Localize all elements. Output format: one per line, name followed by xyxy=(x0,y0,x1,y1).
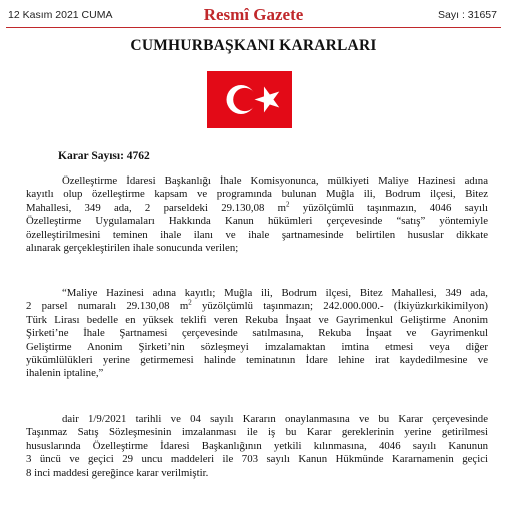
text-line: özelleştirilmesini teminen ihale ilanı ve ihale şartnamesinde belirtilen hususlar dikkate xyxy=(26,228,488,241)
text-line: hususlarında Özelleştirme İdaresi Başkanlığının yetkili kılınmasına, 4046 sayılı Kanunun xyxy=(26,439,488,452)
paragraph-conclusion xyxy=(26,413,488,480)
header-date: 12 Kasım 2021 CUMA xyxy=(8,9,113,21)
text-line: kayıtlı olup özelleştirme kapsam ve programında bulunan Muğla ili, Bodrum ilçesi, Bitez xyxy=(26,188,488,201)
text-line: yükümlülükleri yerine getirmemesi halinde teminatının İdare lehine irat kaydedilmesine ve xyxy=(26,354,488,367)
text-line: Türk Lirası bedelle en yüksek teklifi veren Rekuba İnşaat ve Gayrimenkul Geliştirme Anonim xyxy=(26,313,488,326)
paragraph-quote xyxy=(26,287,488,381)
text-line: “Maliye Hazinesi adına kayıtlı; Muğla ili, Bodrum ilçesi, Bitez Mahallesi, 349 ada, xyxy=(62,287,488,299)
text-line: 8 inci maddesi gereğince karar verilmiştir. xyxy=(26,466,209,479)
superscript: 2 xyxy=(188,298,192,307)
text-line: alınarak gerçekleştirilen ihale sonucunda verilen; xyxy=(26,242,239,255)
gazette-name: Resmî Gazete xyxy=(203,5,304,24)
issue-number: Sayı : 31657 xyxy=(438,9,497,21)
text-line: 2 parsel numaralı 29.130,08 $m^2$ yüzölçümlü taşınmazın; 242.000.000.- (İkiyüzkırkikimilyon) xyxy=(26,298,489,313)
decision-number: Karar Sayısı: 4762 xyxy=(58,150,150,162)
text-line: ihalenin iptaline,” xyxy=(26,367,104,380)
superscript: 2 xyxy=(286,200,290,209)
text-line: Şirketi’ne İhale Şartnamesi çerçevesinde satılmasına, Rekuba İnşaat ve Gayrimenkul xyxy=(26,327,488,340)
paragraph-intro xyxy=(26,175,488,255)
text-line: dair 1/9/2021 tarihli ve 04 sayılı Kararın onaylanmasına ve bu Karar çerçevesinde xyxy=(62,413,488,425)
text-line: Özelleştirme Uygulamaları Hakkında Kanun hükümleri çerçevesinde “satış” yöntemiyle xyxy=(26,215,488,228)
page-title: CUMHURBAŞKANI KARARLARI xyxy=(130,37,377,54)
page-header xyxy=(0,6,507,26)
turkish-flag-icon xyxy=(207,71,292,128)
text-line: Özelleştirme İdaresi Başkanlığı İhale Komisyonunca, mülkiyeti Maliye Hazinesi adına xyxy=(62,175,488,187)
text-line: Taşınmaz Satış Sözleşmesinin imzalanması ile iş bu Karar gereklerinin yerine getirilmesi xyxy=(26,426,488,439)
text-line: Mahallesi, 349 ada, 2 parseldeki 29.130,08 $m^2$ yüzölçümlü taşınmazın, 4046 sayılı xyxy=(26,200,488,214)
text-line: Geliştirme Anonim Şirketi’nin sözleşmeyi imzalamaktan imtina etmesi veya diğer xyxy=(26,340,488,353)
text-line: 3 üncü ve geçici 29 uncu maddeleri ile 703 sayılı Kanun Hükmünde Kararnamenin geçici xyxy=(26,453,488,466)
header-divider xyxy=(6,27,501,28)
